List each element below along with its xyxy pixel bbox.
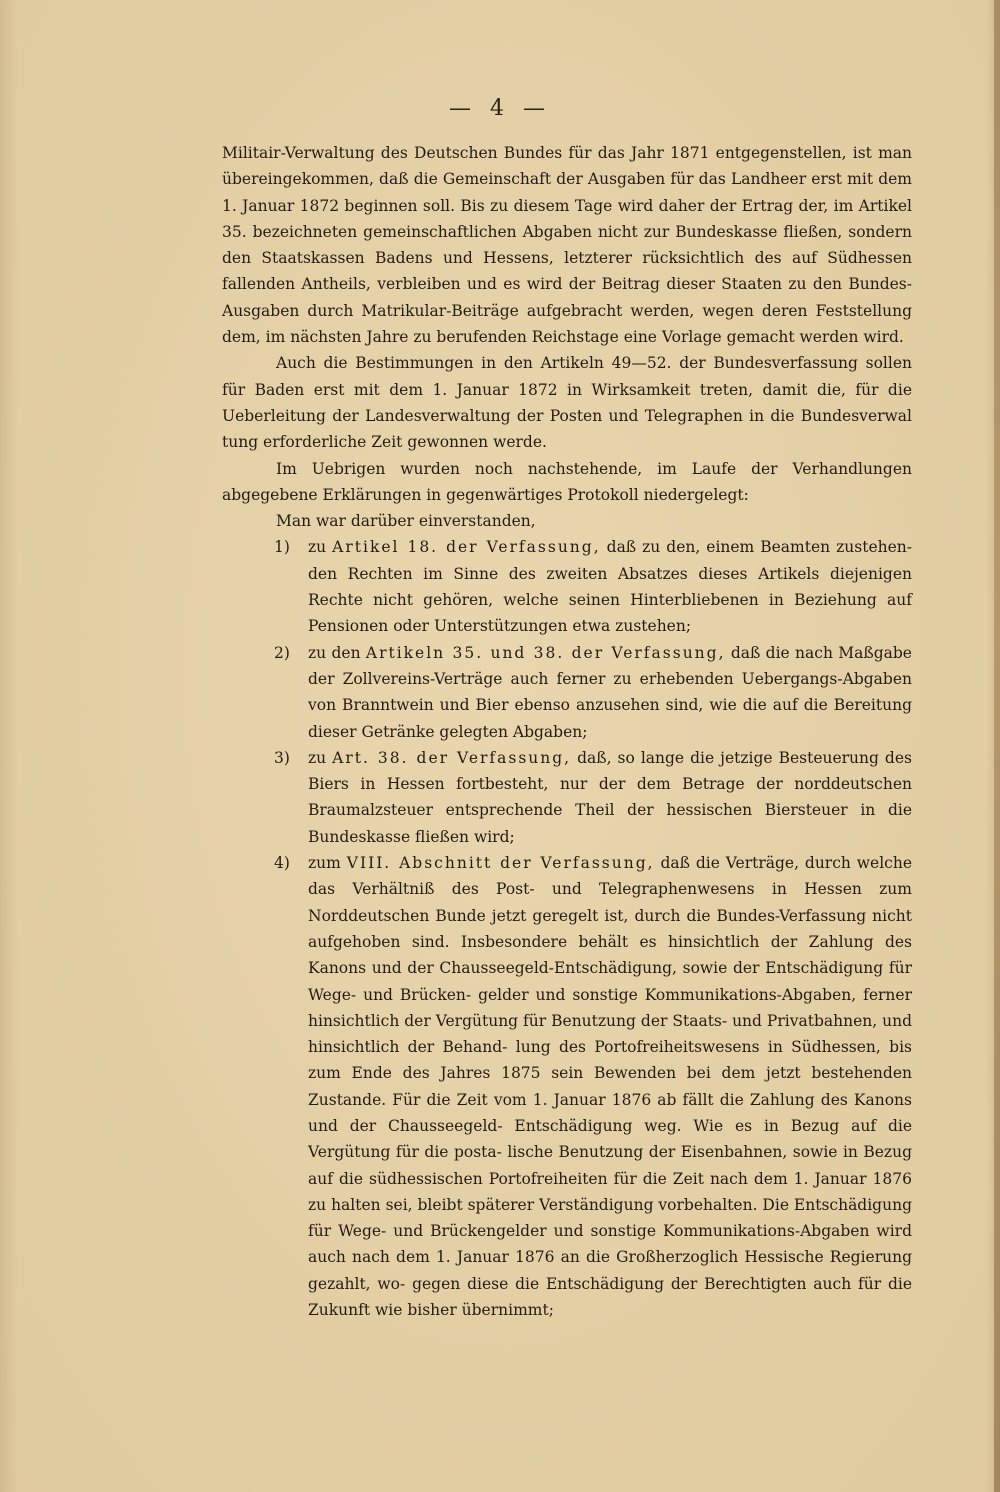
item-text: daß, so lange die jetzige Besteuerung des Biers in Hessen fortbesteht, nur der dem Betrage der norddeutschen Braumalzsteuer entsprechende Theil der hessischen Biersteuer in die Bundeskasse fließen wird;: [308, 748, 912, 846]
paragraph-1: Militair-Verwaltung des Deutschen Bundes für das Jahr 1871 entgegenstellen, ist man übereingekommen, daß die Gemeinschaft der Ausgaben für das Landheer erst mit dem 1. Januar 1872 beginnen soll. Bis zu diesem Tage wird daher der Ertrag der, im Artikel 35. bezeichneten gemeinschaftlichen Abgaben nicht zur Bundeskasse fließen, sondern den Staatskassen Badens und Hessens, letzterer rücksichtlich des auf Südhessen fallenden Antheils, verbleiben und es wird der Beitrag dieser Staaten zu den Bundes-Ausgaben durch Matrikular-Beiträge aufgebracht werden, wegen deren Feststellung dem, im nächsten Jahre zu berufenden Reichstage eine Vorlage gemacht werden wird.: [222, 144, 912, 347]
paragraph-2: Auch die Bestimmungen in den Artikeln 49—52. der Bundesverfassung sollen für Baden erst mit dem 1. Januar 1872 in Wirksamkeit treten, damit die, für die Ueberleitung der Landesverwaltung der Posten und Telegraphen in die Bundesverwal tung erforderliche Zeit gewonnen werde.: [222, 354, 912, 452]
paragraph-3: Im Uebrigen wurden noch nachstehende, im Laufe der Verhandlungen abgegebene Erklärungen in gegenwärtiges Protokoll niedergelegt:: [222, 459, 912, 504]
item-number: 3): [274, 748, 290, 767]
list-item: [222, 745, 912, 850]
item-lead: zu: [308, 748, 327, 767]
item-lead: zu den: [308, 643, 361, 662]
item-reference: Artikeln 35. und 38. der Verfassung,: [365, 643, 726, 662]
item-reference: Artikel 18. der Verfassung,: [332, 538, 601, 557]
item-reference: Art. 38. der Verfassung,: [332, 748, 572, 767]
page-edge: [994, 0, 1000, 1492]
list-item: [222, 640, 912, 745]
item-text: daß die nach Maßgabe der Zollvereins-Verträge auch ferner zu erhebenden Uebergangs-Abgaben von Branntwein und Bier ebenso anzusehen sind, wie die auf die Bereitung dieser Getränke gelegten Abgaben;: [308, 643, 912, 741]
item-text: daß die Verträge, durch welche das Verhältniß des Post- und Telegraphenwesens in Hessen zum Norddeutschen Bunde jetzt geregelt ist, durch die Bundes-Verfassung nicht aufgehoben sind. Insbesondere behält es hinsichtlich der Zahlung des Kanons und der Chausseegeld-Entschädigung, sowie der Entschädigung für Wege- und Brücken- gelder und sonstige Kommunikations-Abgaben, ferner hinsichtlich der Vergütung für Benutzung der Staats- und Privatbahnen, und hinsichtlich der Behand- lung des Portofreiheitswesens in Südhessen, bis zum Ende des Jahres 1875 sein Bewenden bei dem jetzt bestehenden Zustande. Für die Zeit vom 1. Januar 1876 ab fällt die Zahlung des Kanons und der Chausseegeld- Entschädigung weg. Wie es in Bezug auf die Vergütung für die posta- lische Benutzung der Eisenbahnen, sowie in Bezug auf die südhessischen Portofreiheiten für die Zeit nach dem 1. Januar 1876 zu halten sei, bleibt späterer Verständigung vorbehalten. Die Entschädigung für Wege- und Brückengelder und sonstige Kommunikations-Abgaben wird auch nach dem 1. Januar 1876 an die Großherzoglich Hessische Regierung gezahlt, wo- gegen diese die Entschädigung der Berechtigten auch für die Zukunft wie bisher übernimmt;: [308, 854, 912, 1320]
item-lead: zu: [308, 538, 327, 557]
item-number: 4): [274, 854, 290, 873]
item-reference: VIII. Abschnitt der Verfassung,: [346, 854, 655, 873]
item-number: 1): [274, 538, 290, 557]
intro-line: Man war darüber einverstanden,: [276, 512, 536, 531]
item-lead: zum: [308, 854, 341, 873]
list-item: [222, 534, 912, 639]
item-text: daß zu den, einem Beamten zustehen- den Rechten im Sinne des zweiten Absatzes dieses Artikels diejenigen Rechte nicht gehören, welche seinen Hinterbliebenen in Beziehung auf Pensionen oder Unterstützungen etwa zustehen;: [308, 538, 912, 636]
list-item: [222, 850, 912, 1323]
item-number: 2): [274, 643, 290, 662]
declaration-list: [222, 534, 912, 1323]
body-text: [222, 140, 912, 1323]
page-number: — 4 —: [449, 96, 551, 121]
